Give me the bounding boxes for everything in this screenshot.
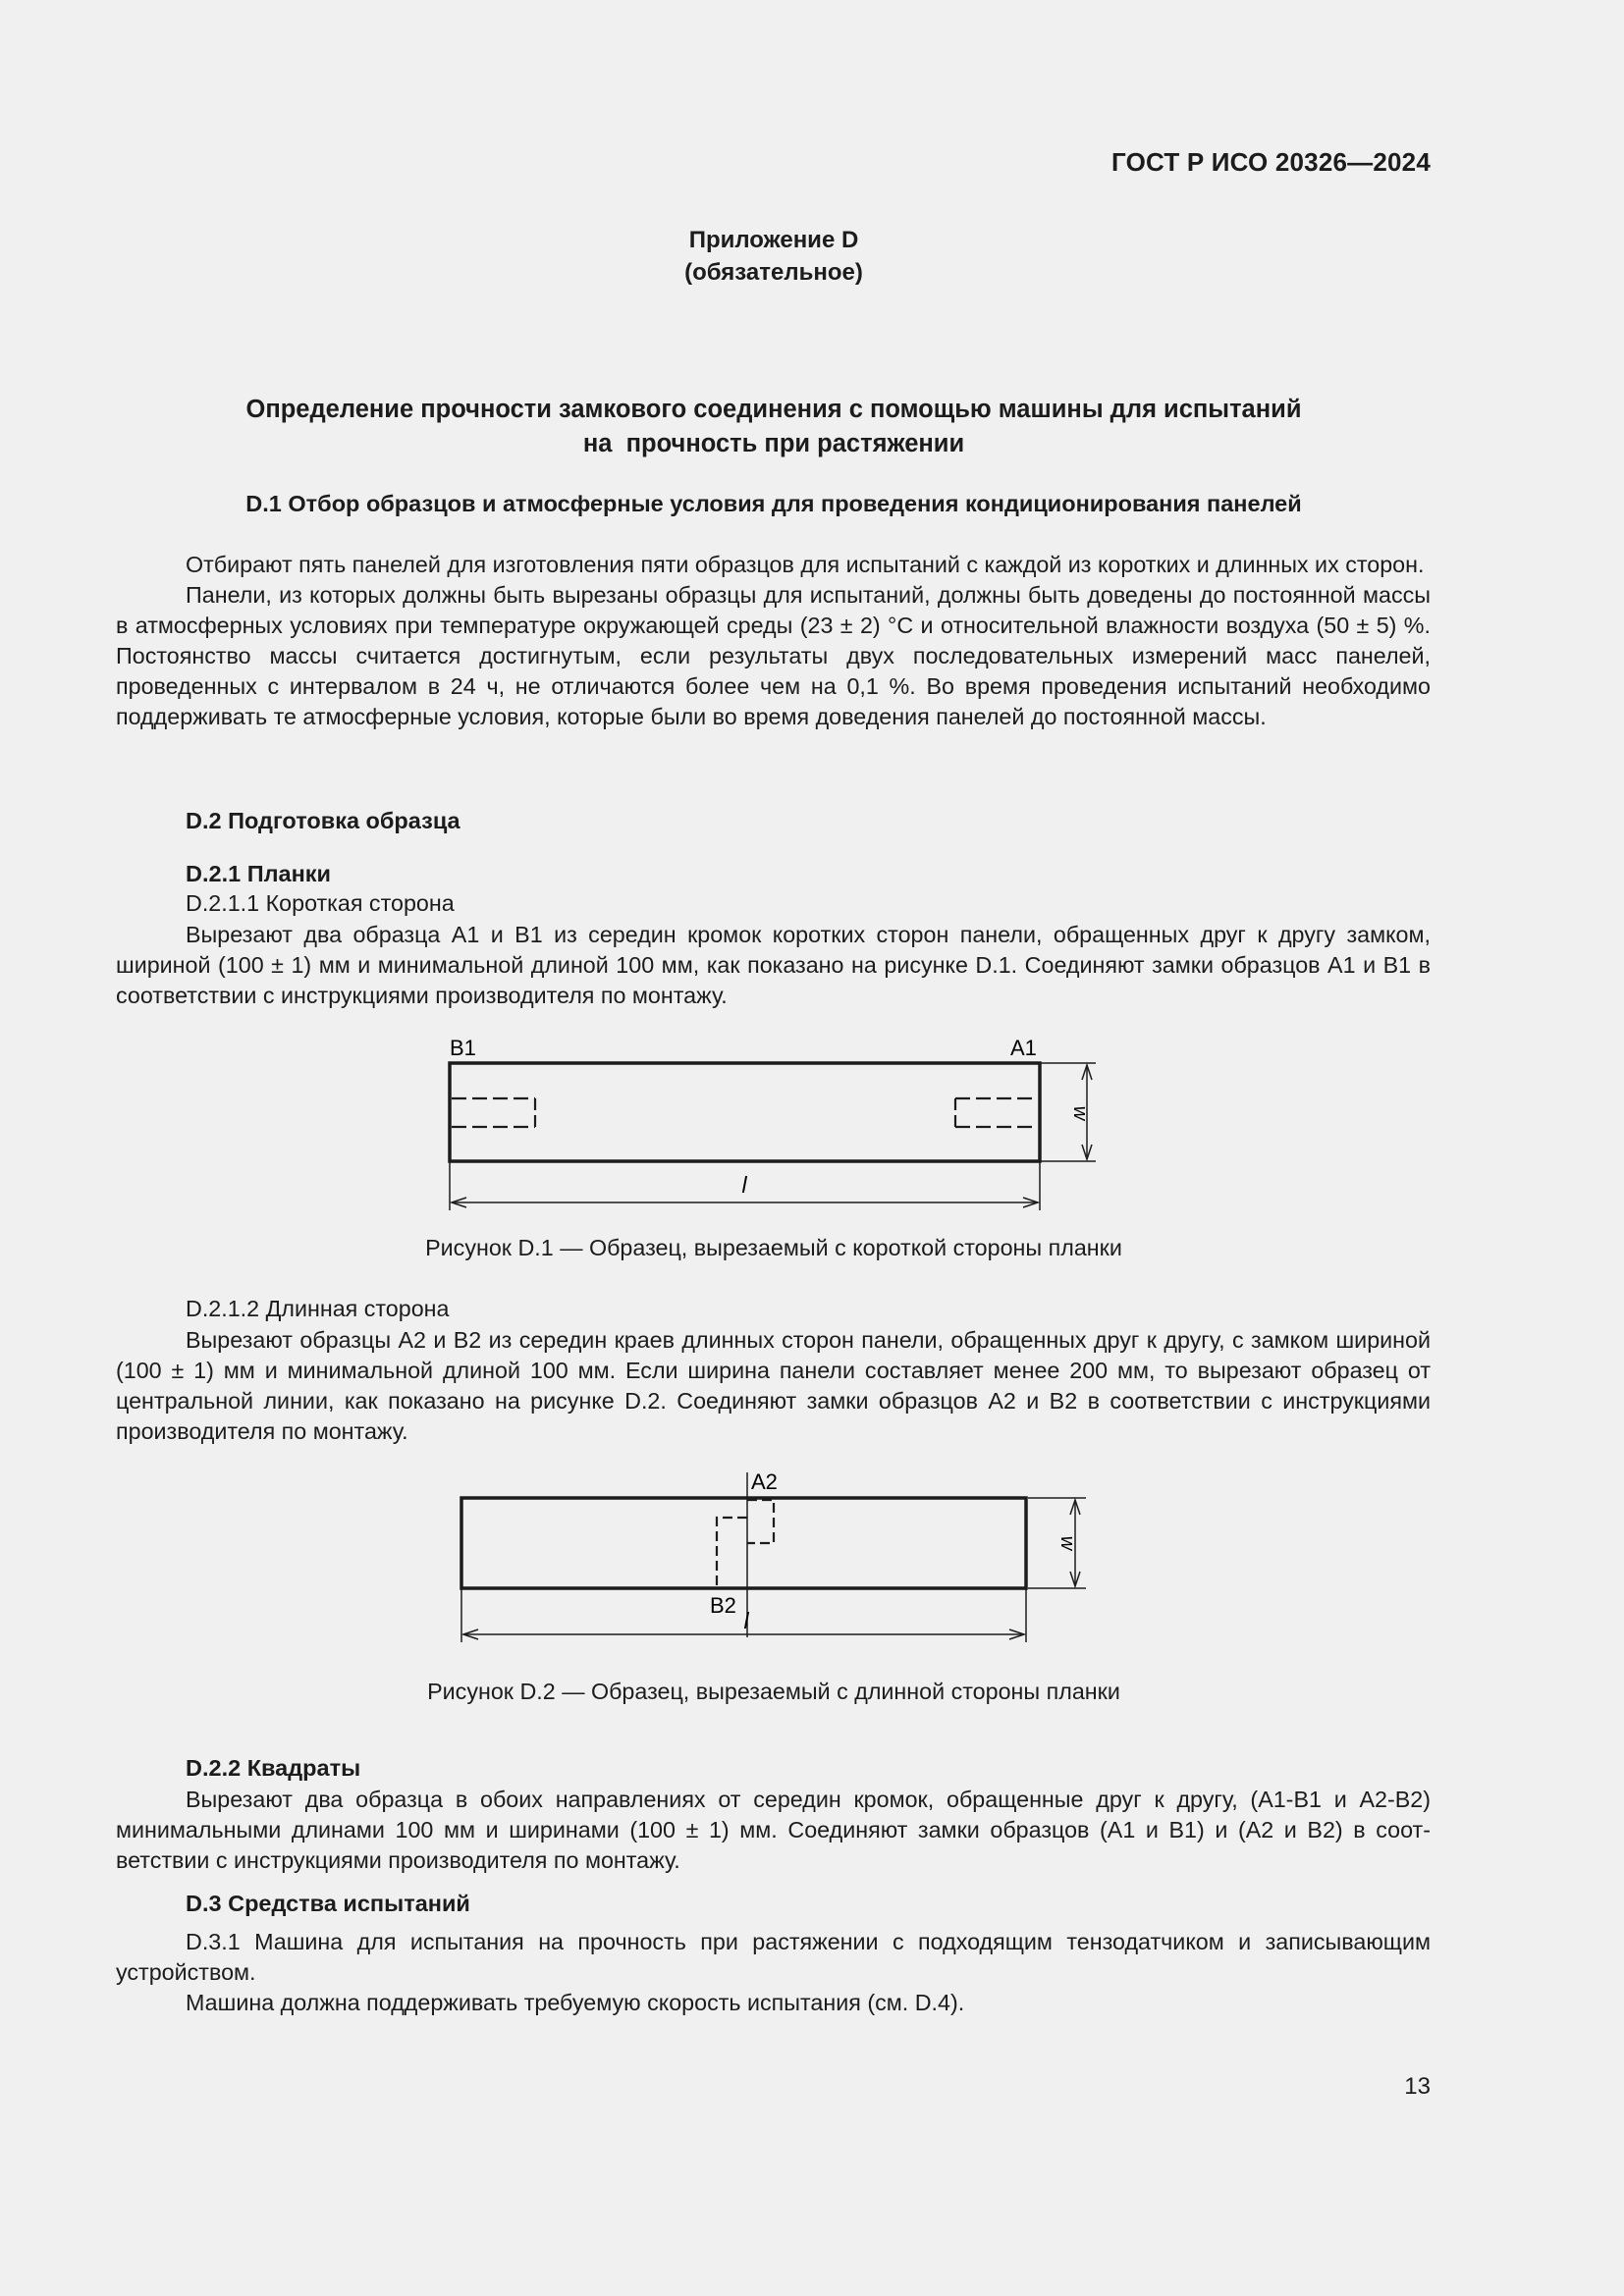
figure-d2-diagram [442,1463,1110,1644]
fig2-specimen-outline [461,1498,1026,1588]
fig2-locks [717,1500,774,1586]
d211-paragraph: Вырезают два образца А1 и В1 из середин кромок коротких сторон панели, обращенных друг к другу замком, шириной (100 ± 1) мм и минимальной длиной 100 мм, как показано на рисунке D.1. Соединяют замки образцов А1 и В1 в соответствии с инструкциями производителя по монтажу. [116,922,1431,1008]
section-d1-body [116,550,1431,731]
section-d1-heading: D.1 Отбор образцов и атмосферные условия для проведения кондиционирования панелей [245,491,1302,516]
d1-paragraph-2: Панели, из которых должны быть вырезаны образцы для испытаний, должны быть доведены до постоянной массы в атмосферных условиях при температуре окружающей среды (23 ± 2) °С и относительной влажности воздуха (50 ± 5) %. Постоянство массы считается достигнутым, если результаты двух последовательных измерений масс панелей, проведенных с интервалом в 24 ч, не отличаются более чем на 0,1 %. Во время проведения испытаний необходимо поддерживать те атмосферные условия, которые были во время доведения панелей до постоянной массы. [116,581,1431,729]
section-d3-body [116,1927,1431,2018]
document-id-header: ГОСТ Р ИСО 20326—2024 [1110,147,1431,177]
d3-paragraph-1: D.3.1 Машина для испытания на прочность при растяжении с подходящим тензодатчиком и записывающим устройством. [116,1929,1431,1985]
fig1-lock-left [452,1098,535,1127]
fig1-label-a1: А1 [1010,1036,1037,1060]
section-d212-body [116,1325,1431,1447]
d1-paragraph-1: Отбирают пять панелей для изготовления пяти образцов для испытаний с каждой из коротких и длинных их сторон. [186,552,1425,577]
section-d211-body [116,920,1431,1011]
section-d22-heading: D.2.2 Квадраты [186,1755,361,1781]
appendix-subtitle: (обязательное) [684,259,863,286]
d212-paragraph: Вырезают образцы А2 и В2 из середин краев длинных сторон панели, обращенных друг к другу, с замком шириной (100 ± 1) мм и минимальной длиной 100 мм. Если ширина панели составляет менее 200 мм, то вырезают образец от центральной линии, как показано на рисунке D.2. Соединяют замки образцов А2 и В2 в соответствии с инструкциями производителя по монтажу. [116,1327,1431,1444]
section-d3-heading: D.3 Средства испытаний [186,1891,470,1916]
section-d21-heading: D.2.1 Планки [186,861,331,886]
d3-paragraph-2: Машина должна поддерживать требуемую скорость испытания (см. D.4). [186,1989,965,2015]
fig1-label-w: w [1069,1105,1091,1121]
page-number: 13 [1404,2073,1431,2100]
figure-d2-caption: Рисунок D.2 — Образец, вырезаемый с длинной стороны планки [427,1679,1120,1704]
section-d212-heading: D.2.1.2 Длинная сторона [186,1296,450,1321]
main-title [116,393,1432,461]
fig1-label-b1: В1 [450,1036,476,1060]
figure-d1-caption: Рисунок D.1 — Образец, вырезаемый с короткой стороны планки [425,1235,1122,1260]
main-title-line-1: Определение прочности замкового соединения с помощью машины для испытаний [245,396,1302,423]
figure-d1-diagram [432,1029,1119,1220]
main-title-line-2: на прочность при растяжении [582,430,965,457]
fig2-label-b2: В2 [710,1593,736,1618]
section-d211-heading: D.2.1.1 Короткая сторона [186,890,455,916]
section-d22-body [116,1785,1431,1876]
fig2-label-a2: А2 [751,1469,778,1494]
fig1-specimen-outline [450,1063,1040,1161]
fig2-label-l: l [743,1608,749,1633]
fig2-label-w: w [1056,1535,1078,1551]
d22-paragraph: Вырезают два образца в обоих направлениях от середин кромок, обращенные друг к другу, (А1-В1 и А2-В2) минимальными длинами 100 мм и ширинами (100 ± 1) мм. Соединяют замки образцов (А1 и В1) и (А2 и В2) в соответствии с инструкциями производителя по монтажу. [116,1787,1431,1873]
appendix-title: Приложение D [688,227,859,253]
appendix-title-block [116,224,1432,289]
fig1-lock-right [955,1098,1038,1127]
fig1-label-l: l [741,1172,747,1198]
section-d2-heading: D.2 Подготовка образца [186,808,460,833]
